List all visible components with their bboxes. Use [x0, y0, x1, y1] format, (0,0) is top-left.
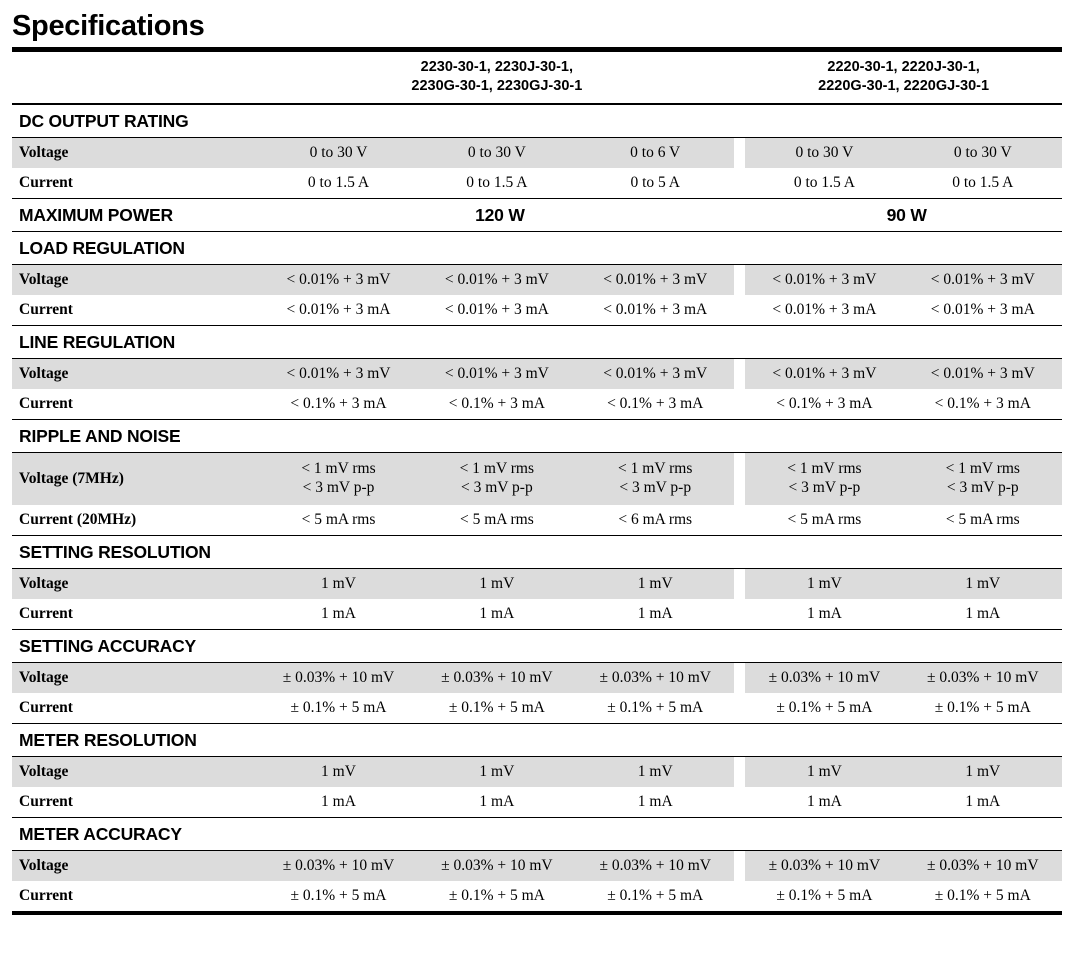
cell-value: < 5 mA rms [904, 505, 1062, 536]
cell-value: < 5 mA rms [418, 505, 576, 536]
cell-value: 0 to 1.5 A [904, 168, 1062, 199]
row-label: Voltage (7MHz) [12, 453, 259, 506]
page-title: Specifications [12, 10, 205, 42]
cell-value: < 0.01% + 3 mV [576, 359, 734, 390]
section-header-meter-resolution [12, 724, 1062, 757]
cell-value: 1 mA [576, 599, 734, 630]
cell-value: < 5 mA rms [745, 505, 903, 536]
section-header-setting-accuracy [12, 630, 1062, 663]
row-label: Current [12, 168, 259, 199]
row-label: Voltage [12, 851, 259, 882]
cell-value: < 0.01% + 3 mV [745, 265, 903, 296]
cell-value-maximum-power-2230: 120 W [259, 199, 734, 232]
column-group-header-row [12, 52, 1062, 104]
row-label: Voltage [12, 569, 259, 600]
header-group-2220-line1: 2220-30-1, 2220J-30-1, [827, 59, 980, 75]
table-row [12, 851, 1062, 882]
cell-value: 1 mA [576, 787, 734, 818]
table-row [12, 569, 1062, 600]
row-label: Current (20MHz) [12, 505, 259, 536]
cell-value: 1 mV [904, 569, 1062, 600]
section-title: SETTING RESOLUTION [12, 536, 1062, 569]
cell-value: < 5 mA rms [259, 505, 417, 536]
table-row [12, 359, 1062, 390]
bottom-rule [12, 913, 1062, 915]
cell-value: 0 to 5 A [576, 168, 734, 199]
row-label: Current [12, 389, 259, 420]
table-row [12, 265, 1062, 296]
cell-value-line1: < 1 mV rms [618, 460, 693, 478]
row-label: Voltage [12, 265, 259, 296]
column-gap [734, 693, 745, 724]
table-row [12, 881, 1062, 913]
column-gap [734, 295, 745, 326]
row-label: Current [12, 295, 259, 326]
cell-value: 0 to 30 V [904, 138, 1062, 169]
cell-value: 1 mV [576, 569, 734, 600]
column-gap [734, 199, 745, 232]
header-blank-cell [12, 52, 259, 104]
column-gap [734, 138, 745, 169]
table-row [12, 295, 1062, 326]
cell-value-line1: < 1 mV rms [787, 460, 862, 478]
cell-value [904, 453, 1062, 506]
cell-value-line2: < 3 mV p-p [788, 479, 861, 497]
cell-value: ± 0.03% + 10 mV [259, 663, 417, 694]
cell-value: ± 0.03% + 10 mV [745, 851, 903, 882]
cell-value: < 0.01% + 3 mV [745, 359, 903, 390]
section-header-dc-output-rating [12, 104, 1062, 138]
cell-value-line1: < 1 mV rms [459, 460, 535, 478]
column-gap [734, 881, 745, 913]
row-label: Current [12, 599, 259, 630]
specifications-table [12, 47, 1062, 915]
cell-value: < 0.01% + 3 mV [418, 359, 576, 390]
cell-value: 1 mV [904, 757, 1062, 788]
cell-value: 0 to 1.5 A [745, 168, 903, 199]
column-gap [734, 453, 745, 506]
table-row [12, 453, 1062, 506]
cell-value: ± 0.03% + 10 mV [418, 663, 576, 694]
section-title: METER RESOLUTION [12, 724, 1062, 757]
cell-value: ± 0.1% + 5 mA [576, 693, 734, 724]
cell-value: < 0.01% + 3 mV [904, 359, 1062, 390]
cell-value: 0 to 30 V [259, 138, 417, 169]
header-group-2220 [745, 52, 1062, 104]
cell-value: 1 mA [418, 787, 576, 818]
header-group-2230 [259, 52, 734, 104]
cell-value: ± 0.03% + 10 mV [745, 663, 903, 694]
section-title: METER ACCURACY [12, 818, 1062, 851]
row-label: Current [12, 693, 259, 724]
column-gap [734, 389, 745, 420]
section-title: SETTING ACCURACY [12, 630, 1062, 663]
header-gap-cell [734, 52, 745, 104]
cell-value-line2: < 3 mV p-p [302, 479, 375, 497]
table-row [12, 389, 1062, 420]
cell-value: 1 mA [259, 787, 417, 818]
cell-value: 0 to 30 V [418, 138, 576, 169]
cell-value: ± 0.1% + 5 mA [934, 887, 1031, 905]
section-title: RIPPLE AND NOISE [12, 420, 1062, 453]
cell-value: < 0.01% + 3 mV [904, 265, 1062, 296]
cell-value: ± 0.1% + 5 mA [418, 693, 576, 724]
cell-value: < 0.1% + 3 mA [745, 389, 903, 420]
cell-value: 1 mV [259, 757, 417, 788]
row-label: Voltage [12, 663, 259, 694]
column-gap [734, 168, 745, 199]
column-gap [734, 265, 745, 296]
cell-value-line1: < 1 mV rms [301, 460, 376, 478]
header-group-2220-line2: 2220G-30-1, 2220GJ-30-1 [818, 78, 990, 95]
cell-value: 1 mV [745, 569, 903, 600]
cell-value: 1 mA [745, 787, 903, 818]
cell-value: < 0.01% + 3 mA [904, 295, 1062, 326]
cell-value: < 0.01% + 3 mV [259, 265, 417, 296]
table-row [12, 505, 1062, 536]
column-gap [734, 663, 745, 694]
cell-value: ± 0.1% + 5 mA [259, 693, 417, 724]
cell-value: ± 0.1% + 5 mA [776, 887, 873, 905]
section-title: LOAD REGULATION [12, 232, 1062, 265]
cell-value-line2: < 3 mV p-p [619, 479, 692, 497]
cell-value: < 0.1% + 3 mA [904, 389, 1062, 420]
cell-value: ± 0.03% + 10 mV [576, 851, 734, 882]
cell-value: 1 mV [576, 757, 734, 788]
cell-value: 0 to 1.5 A [259, 168, 417, 199]
cell-value: 1 mV [259, 569, 417, 600]
cell-value: 1 mA [904, 787, 1062, 818]
header-group-2230-line2: 2230G-30-1, 2230GJ-30-1 [411, 78, 583, 95]
column-gap [734, 569, 745, 600]
cell-value: < 0.1% + 3 mA [576, 389, 734, 420]
column-gap [734, 851, 745, 882]
section-header-setting-resolution [12, 536, 1062, 569]
column-gap [734, 757, 745, 788]
cell-value: ± 0.1% + 5 mA [607, 887, 704, 905]
cell-value: ± 0.1% + 5 mA [904, 693, 1062, 724]
section-header-maximum-power [12, 199, 1062, 232]
cell-value: ± 0.1% + 5 mA [448, 887, 545, 905]
cell-value [576, 453, 734, 506]
row-label: Voltage [12, 359, 259, 390]
section-header-line-regulation [12, 326, 1062, 359]
cell-value: ± 0.03% + 10 mV [576, 663, 734, 694]
section-title: LINE REGULATION [12, 326, 1062, 359]
cell-value-maximum-power-2220: 90 W [745, 199, 1062, 232]
cell-value: < 6 mA rms [576, 505, 734, 536]
cell-value-line2: < 3 mV p-p [946, 479, 1019, 497]
table-row [12, 787, 1062, 818]
section-header-meter-accuracy [12, 818, 1062, 851]
cell-value: 1 mV [418, 569, 576, 600]
row-label: Voltage [12, 757, 259, 788]
cell-value [259, 453, 417, 506]
cell-value: < 0.01% + 3 mV [418, 265, 576, 296]
cell-value: 1 mV [418, 757, 576, 788]
cell-value: < 0.1% + 3 mA [418, 389, 576, 420]
table-row [12, 693, 1062, 724]
column-gap [734, 787, 745, 818]
cell-value: 0 to 30 V [745, 138, 903, 169]
cell-value: < 0.01% + 3 mV [259, 359, 417, 390]
section-header-ripple-and-noise [12, 420, 1062, 453]
table-row [12, 138, 1062, 169]
cell-value: 1 mA [904, 599, 1062, 630]
cell-value: ± 0.1% + 5 mA [745, 693, 903, 724]
cell-value: 1 mA [745, 599, 903, 630]
cell-value: ± 0.03% + 10 mV [904, 851, 1062, 882]
cell-value [418, 453, 576, 506]
section-header-load-regulation [12, 232, 1062, 265]
cell-value: ± 0.1% + 5 mA [290, 887, 387, 905]
table-row [12, 757, 1062, 788]
cell-value: 1 mV [745, 757, 903, 788]
cell-value-line2: < 3 mV p-p [460, 479, 533, 497]
column-gap [734, 599, 745, 630]
cell-value-line1: < 1 mV rms [945, 460, 1020, 478]
cell-value: ± 0.03% + 10 mV [418, 851, 576, 882]
cell-value [745, 453, 903, 506]
table-row [12, 599, 1062, 630]
header-group-2230-line1: 2230-30-1, 2230J-30-1, [420, 59, 574, 75]
section-title: MAXIMUM POWER [12, 199, 259, 232]
row-label: Current [12, 787, 259, 818]
column-gap [734, 505, 745, 536]
row-label: Voltage [12, 138, 259, 169]
table-row [12, 168, 1062, 199]
cell-value: 1 mA [259, 599, 417, 630]
cell-value: < 0.01% + 3 mV [576, 265, 734, 296]
cell-value: ± 0.03% + 10 mV [904, 663, 1062, 694]
cell-value: ± 0.03% + 10 mV [259, 851, 417, 882]
cell-value: 1 mA [418, 599, 576, 630]
cell-value: < 0.1% + 3 mA [259, 389, 417, 420]
cell-value: < 0.01% + 3 mA [576, 295, 734, 326]
cell-value: < 0.01% + 3 mA [745, 295, 903, 326]
column-gap [734, 359, 745, 390]
cell-value: < 0.01% + 3 mA [418, 295, 576, 326]
section-title: DC OUTPUT RATING [12, 104, 1062, 138]
cell-value: 0 to 1.5 A [418, 168, 576, 199]
table-row [12, 663, 1062, 694]
cell-value: 0 to 6 V [576, 138, 734, 169]
cell-value: < 0.01% + 3 mA [259, 295, 417, 326]
specifications-page [0, 10, 1074, 978]
row-label: Current [19, 887, 73, 905]
